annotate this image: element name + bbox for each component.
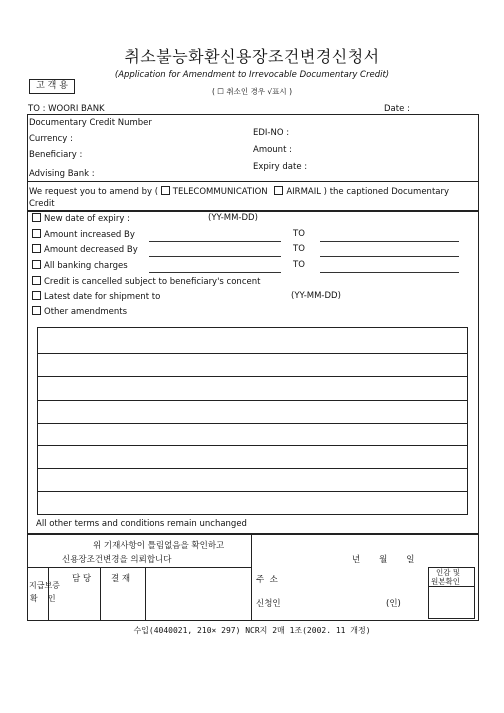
divider — [100, 567, 101, 620]
ruled-line — [38, 376, 467, 377]
amount-increased-label: Amount increased By — [44, 230, 135, 240]
airmail-label: AIRMAIL — [286, 187, 321, 197]
date-label: Date : — [384, 104, 410, 114]
to-bank-label: TO : WOORI BANK — [28, 104, 105, 114]
terms-note: All other terms and conditions remain unchanged — [36, 519, 247, 529]
request-text-a: We request you to amend by ( — [29, 187, 161, 197]
request-line — [29, 186, 449, 197]
divider — [145, 567, 146, 620]
amount-decreased-field[interactable] — [149, 256, 281, 257]
new-expiry-format: (YY-MM-DD) — [208, 213, 258, 223]
other-amendments-label: Other amendments — [44, 307, 127, 317]
beneficiary-label[interactable]: Beneficiary : — [29, 150, 83, 160]
request-text-line2: Credit — [29, 199, 55, 209]
seal-mark: (인) — [386, 599, 401, 609]
ruled-line — [38, 468, 467, 469]
confirm-text-1: 위 기재사항이 틀림없음을 확인하고 — [93, 541, 225, 551]
cancelled-label: Credit is cancelled subject to beneficiary's concent — [44, 277, 261, 287]
currency-label[interactable]: Currency : — [29, 134, 73, 144]
new-expiry-label: New date of expiry : — [44, 214, 130, 224]
new-expiry-checkbox[interactable] — [32, 213, 41, 222]
ruled-line — [38, 445, 467, 446]
banking-charges-to-field[interactable] — [320, 272, 459, 273]
other-amendments-box[interactable] — [37, 327, 468, 515]
form-code: 수입(4040021, 210× 297) NCR지 2매 1조(2002. 11 개정) — [133, 626, 371, 635]
divider — [27, 181, 478, 182]
latest-shipment-label: Latest date for shipment to — [44, 292, 161, 302]
to-label-3: TO — [293, 260, 305, 270]
amount-increased-field[interactable] — [149, 241, 281, 242]
edi-no-label[interactable]: EDI-NO : — [253, 128, 290, 138]
to-label-1: TO — [293, 229, 305, 239]
request-date[interactable]: 년 월 일 — [352, 555, 415, 565]
seal-verification-label-1: 인감 및 — [436, 568, 461, 577]
expiry-date-label[interactable]: Expiry date : — [253, 162, 308, 172]
option-banking-charges[interactable] — [32, 260, 128, 271]
divider — [27, 567, 252, 568]
confirm-label: 확 인 — [30, 594, 56, 603]
divider — [251, 533, 252, 620]
other-amendments-checkbox[interactable] — [32, 306, 41, 315]
amount-label[interactable]: Amount : — [253, 145, 292, 155]
amount-increased-checkbox[interactable] — [32, 229, 41, 238]
advising-bank-label[interactable]: Advising Bank : — [29, 169, 95, 179]
customer-tag: 고 객 용 — [29, 79, 75, 94]
cancel-note: ( ☐ 취소인 경우 √표시 ) — [212, 87, 292, 96]
dc-number-label: Documentary Credit Number — [29, 118, 152, 128]
guarantee-label: 지급보증 — [29, 581, 60, 590]
option-cancelled[interactable] — [32, 276, 260, 287]
ruled-line — [38, 400, 467, 401]
option-amount-decreased[interactable] — [32, 244, 138, 255]
staff-label: 담 당 — [72, 574, 92, 584]
ruled-line — [38, 423, 467, 424]
banking-charges-field[interactable] — [149, 272, 281, 273]
request-text-b: ) the captioned Documentary — [320, 187, 450, 197]
option-latest-shipment[interactable] — [32, 291, 160, 302]
option-amount-increased[interactable] — [32, 229, 135, 240]
airmail-checkbox[interactable] — [274, 186, 283, 195]
telecom-label: TELECOMMUNICATION — [172, 187, 268, 197]
amount-decreased-to-field[interactable] — [320, 256, 459, 257]
confirm-text-2: 신용장조건변경을 의뢰합니다 — [62, 555, 172, 565]
amount-decreased-checkbox[interactable] — [32, 244, 41, 253]
page-subtitle: (Application for Amendment to Irrevocable Documentary Credit) — [114, 70, 390, 80]
amount-decreased-label: Amount decreased By — [44, 245, 138, 255]
to-label-2: TO — [293, 244, 305, 254]
option-other-amendments[interactable] — [32, 306, 127, 317]
amount-increased-to-field[interactable] — [320, 241, 459, 242]
latest-shipment-format: (YY-MM-DD) — [291, 291, 341, 301]
address-label[interactable]: 주 소 — [256, 575, 278, 585]
seal-verification-label-2: 원본확인 — [431, 577, 460, 586]
latest-shipment-checkbox[interactable] — [32, 291, 41, 300]
option-new-expiry[interactable] — [32, 213, 130, 224]
banking-charges-checkbox[interactable] — [32, 260, 41, 269]
ruled-line — [38, 353, 467, 354]
page-title: 취소불능화환신용장조건변경신청서 — [124, 47, 380, 66]
cancelled-checkbox[interactable] — [32, 276, 41, 285]
ruled-line — [38, 491, 467, 492]
banking-charges-label: All banking charges — [44, 261, 128, 271]
telecom-checkbox[interactable] — [161, 186, 170, 195]
applicant-label[interactable]: 신청인 — [256, 599, 281, 609]
approval-label: 결 재 — [111, 574, 131, 584]
